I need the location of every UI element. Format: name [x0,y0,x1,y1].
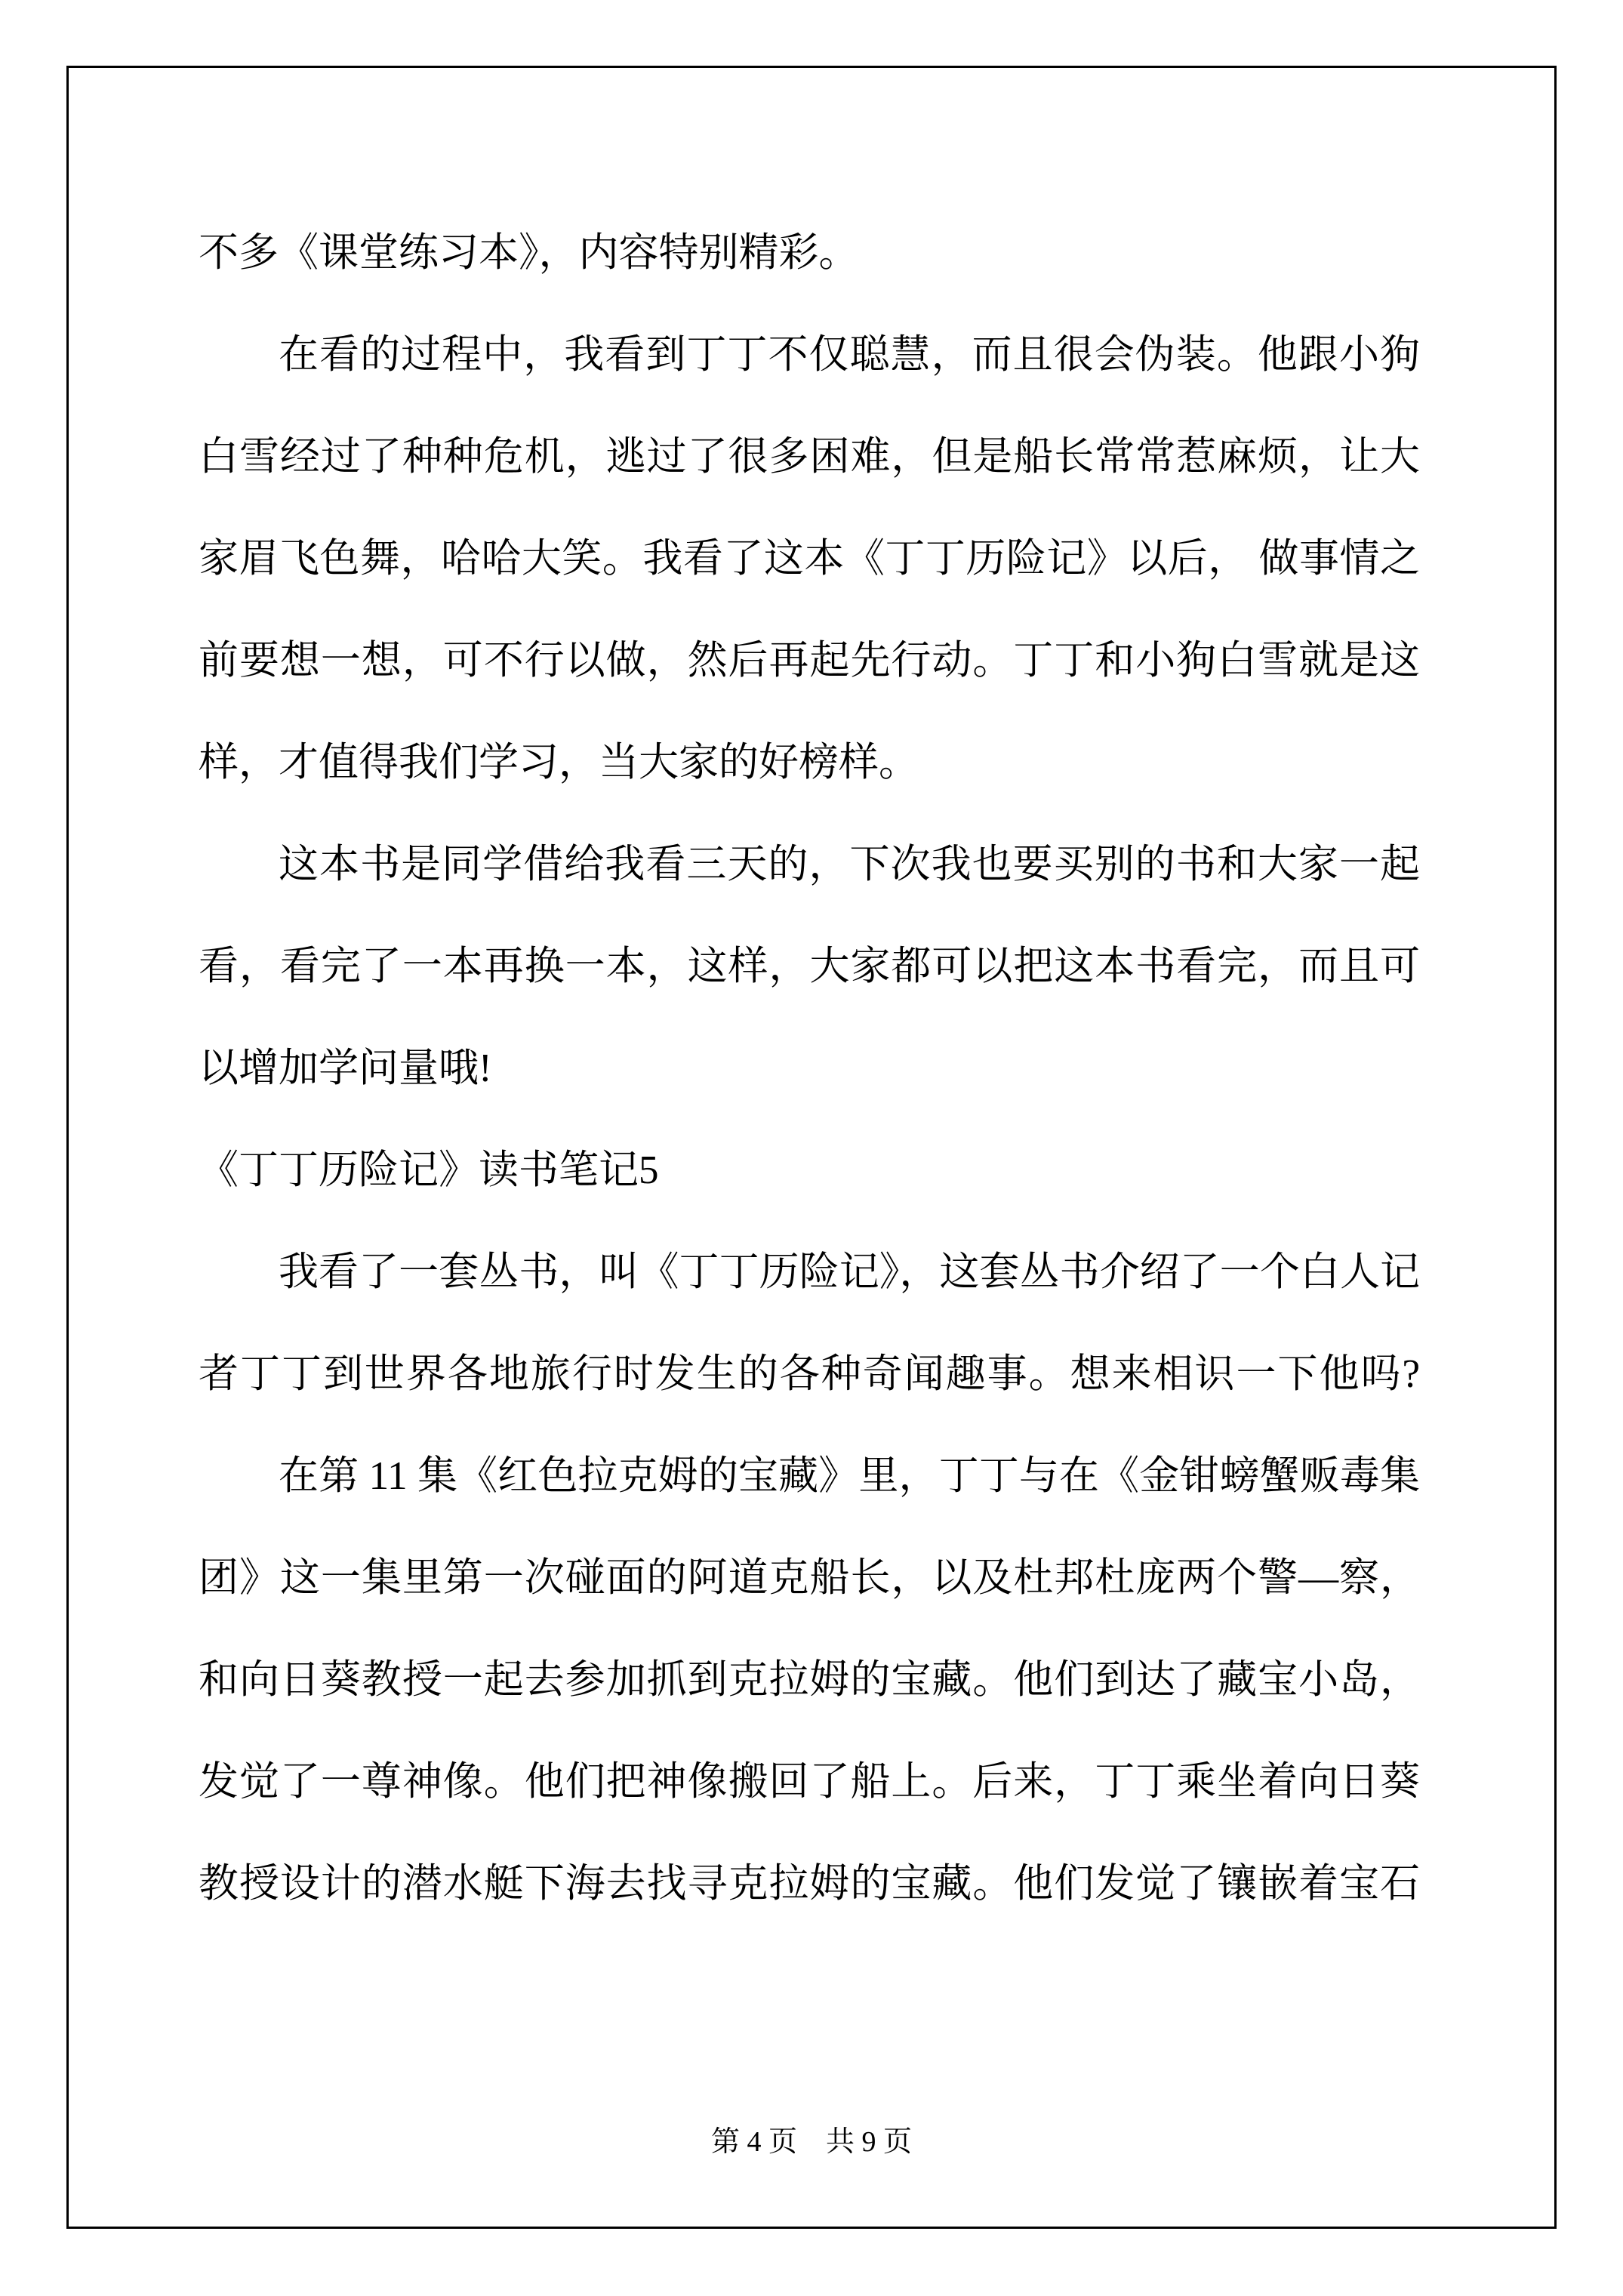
text-line: 者丁丁到世界各地旅行时发生的各种奇闻趣事。想来相识一下他吗? [199,1352,1420,1396]
text-line: 团》这一集里第一次碰面的阿道克船长，以及杜邦杜庞两个警—察， [199,1556,1420,1600]
text-line: 发觉了一尊神像。他们把神像搬回了船上。后来，丁丁乘坐着向日葵 [199,1760,1420,1804]
text-line: 这本书是同学借给我看三天的，下次我也要买别的书和大家一起 [279,843,1420,886]
text-line: 样，才值得我们学习，当大家的好榜样。 [199,741,919,784]
text-line: 前要想一想，可不行以做，然后再起先行动。丁丁和小狗白雪就是这 [199,639,1420,683]
page-number-footer: 第 4 页 共 9 页 [710,2126,912,2158]
text-line: 我看了一套丛书，叫《丁丁历险记》，这套丛书介绍了一个白人记 [279,1250,1420,1294]
text-line: 不多《课堂练习本》，内容特别精彩。 [199,231,859,275]
text-line: 在第 11 集《红色拉克姆的宝藏》里，丁丁与在《金钳螃蟹贩毒集 [279,1454,1420,1498]
text-line: 家眉飞色舞，哈哈大笑。我看了这本《丁丁历险记》以后， 做事情之 [199,537,1420,581]
document-body [199,202,1420,1935]
section-heading: 《丁丁历险记》读书笔记5 [199,1148,659,1192]
text-line: 和向日葵教授一起去参加抓到克拉姆的宝藏。他们到达了藏宝小岛， [199,1658,1420,1702]
text-line: 看，看完了一本再换一本，这样，大家都可以把这本书看完，而且可 [199,945,1420,988]
text-line: 教授设计的潜水艇下海去找寻克拉姆的宝藏。他们发觉了镶嵌着宝石 [199,1862,1420,1906]
text-line: 白雪经过了种种危机，逃过了很多困难，但是船长常常惹麻烦，让大 [199,435,1420,479]
text-line: 在看的过程中，我看到丁丁不仅聪慧，而且很会伪装。他跟小狗 [279,333,1420,377]
text-line: 以增加学问量哦! [199,1046,492,1090]
